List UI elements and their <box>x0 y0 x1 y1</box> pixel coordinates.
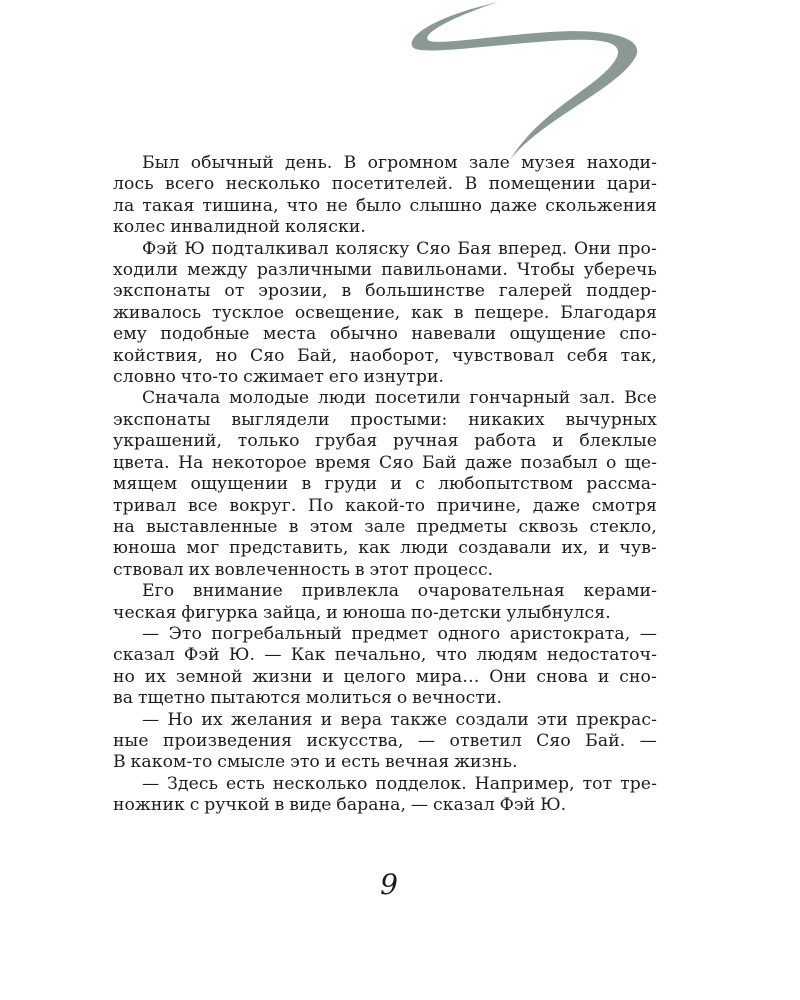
text-line: — Это погребальный предмет одного аристократа, — <box>142 623 657 644</box>
decorative-swoosh-icon <box>400 0 650 170</box>
text-line: тривал все вокруг. По какой-то причине, даже смотря <box>113 495 657 516</box>
text-line: — Здесь есть несколько подделок. Например, тот тре- <box>142 773 657 794</box>
text-line: В каком-то смысле это и есть вечная жизнь. <box>113 752 518 773</box>
text-line: — Но их желания и вера также создали эти прекрас- <box>142 709 657 730</box>
text-line: койствия, но Сяо Бай, наоборот, чувствовал себя так, <box>113 345 657 366</box>
text-line: Сначала молодые люди посетили гончарный зал. Все <box>142 388 657 409</box>
text-line: цвета. На некоторое время Сяо Бай даже позабыл о ще- <box>113 452 657 473</box>
text-line: ходили между различными павильонами. Чтобы уберечь <box>113 260 657 281</box>
text-line: сказал Фэй Ю. — Как печально, что людям недостаточ- <box>113 645 657 666</box>
text-line: ные произведения искусства, — ответил Сяо Бай. — <box>113 730 657 751</box>
text-line: экспонаты от эрозии, в большинстве галерей поддер- <box>113 281 657 302</box>
text-line: колес инвалидной коляски. <box>113 217 366 238</box>
text-line: юноша мог представить, как люди создавали их, и чув- <box>113 538 657 559</box>
text-line: ва тщетно пытаются молиться о вечности. <box>113 688 503 709</box>
page-number: 9 <box>380 868 398 901</box>
text-line: Был обычный день. В огромном зале музея находи- <box>142 153 657 173</box>
text-line: Его внимание привлекла очаровательная керами- <box>142 581 657 602</box>
text-line: ему подобные места обычно навевали ощущение спо- <box>113 324 657 345</box>
text-line: но их земной жизни и целого мира… Они снова и сно- <box>113 666 657 687</box>
text-line: словно что-то сжимает его изнутри. <box>113 367 445 388</box>
text-line: экспонаты выглядели простыми: никаких вычурных <box>113 409 657 430</box>
text-line: ствовал их вовлеченность в этот процесс. <box>113 559 494 580</box>
text-line: лось всего несколько посетителей. В помещении цари- <box>113 174 657 195</box>
body-text <box>113 153 657 817</box>
text-line: ножник с ручкой в виде барана, — сказал Фэй Ю. <box>113 795 567 816</box>
text-line: украшений, только грубая ручная работа и блеклые <box>113 431 657 452</box>
text-line: живалось тусклое освещение, как в пещере. Благодаря <box>113 302 657 323</box>
text-line: ла такая тишина, что не было слышно даже скольжения <box>113 195 657 216</box>
text-line: мящем ощущении в груди и с любопытством рассма- <box>113 474 657 495</box>
text-line: на выставленные в этом зале предметы сквозь стекло, <box>113 516 657 537</box>
text-line: ческая фигурка зайца, и юноша по-детски улыбнулся. <box>113 602 611 623</box>
text-line: Фэй Ю подталкивал коляску Сяо Бая вперед. Они про- <box>142 238 657 259</box>
